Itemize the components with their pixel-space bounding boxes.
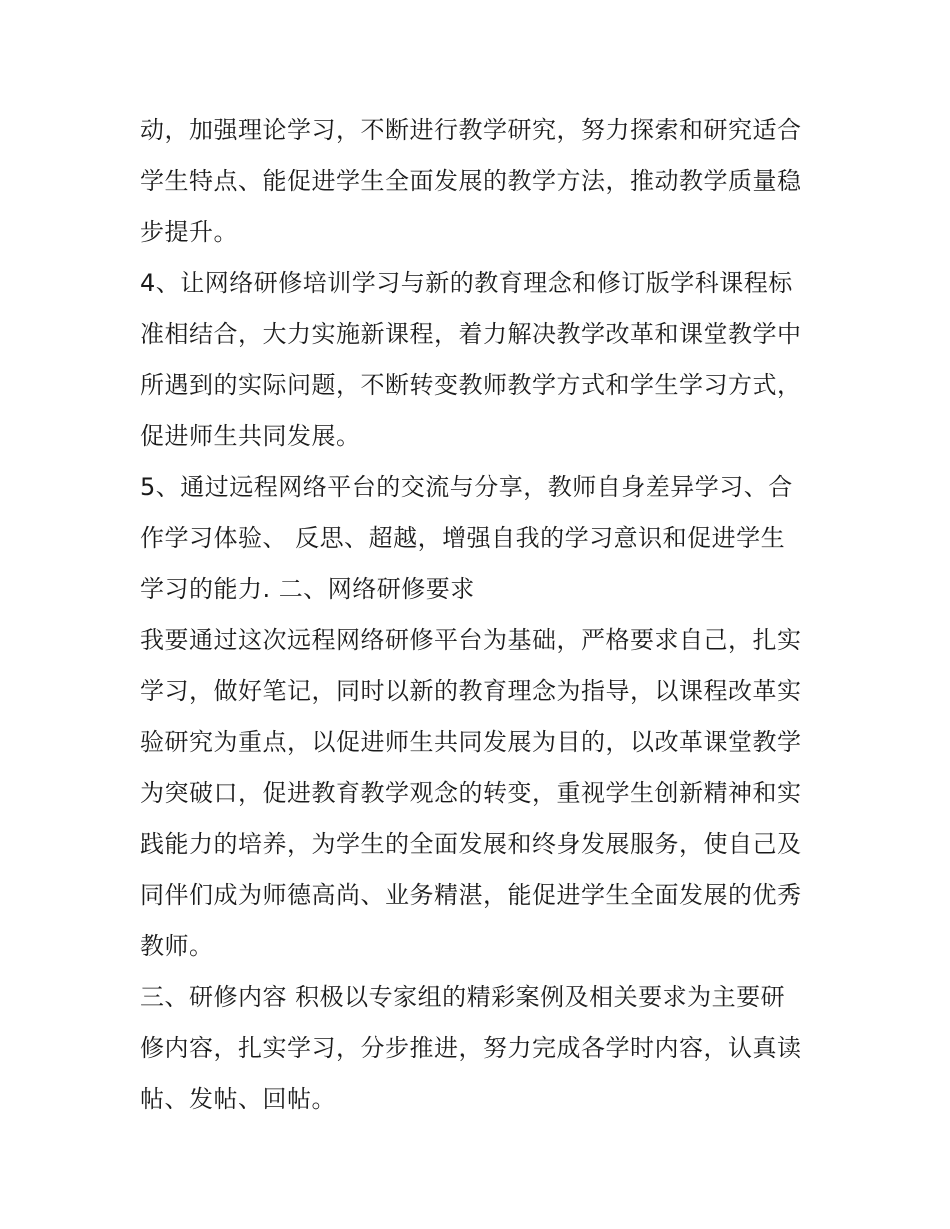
text-line: 同伴们成为师德高尚、业务精湛，能促进学生全面发展的优秀	[140, 881, 802, 909]
text-line: 修内容，扎实学习，分步推进，努力完成各学时内容，认真读	[140, 1034, 802, 1062]
text-line: 我要通过这次远程网络研修平台为基础，严格要求自己，扎实	[140, 626, 802, 654]
text-line: 为突破口，促进教育教学观念的转变，重视学生创新精神和实	[140, 779, 802, 807]
text-line: 学习的能力. 二、网络研修要求	[140, 575, 475, 603]
text-line: 准相结合，大力实施新课程，着力解决教学改革和课堂教学中	[140, 320, 802, 348]
text-line: 所遇到的实际问题，不断转变教师教学方式和学生学习方式，	[140, 371, 802, 399]
text-line: 学生特点、能促进学生全面发展的教学方法，推动教学质量稳	[140, 167, 802, 195]
text-line: 促进师生共同发展。	[140, 422, 361, 450]
text-line: 步提升。	[140, 218, 238, 246]
text-line: 4、让网络研修培训学习与新的教育理念和修订版学科课程标	[140, 269, 793, 297]
text-line: 践能力的培养，为学生的全面发展和终身发展服务，使自己及	[140, 830, 802, 858]
text-line: 学习，做好笔记，同时以新的教育理念为指导，以课程改革实	[140, 677, 802, 705]
text-line: 验研究为重点，以促进师生共同发展为目的，以改革课堂教学	[140, 728, 802, 756]
text-line: 三、研修内容 积极以专家组的精彩案例及相关要求为主要研	[140, 983, 786, 1011]
document-body	[140, 105, 815, 1125]
text-line: 动，加强理论学习，不断进行教学研究，努力探索和研究适合	[140, 116, 802, 144]
text-line: 帖、发帖、回帖。	[140, 1085, 336, 1113]
text-line: 5、通过远程网络平台的交流与分享，教师自身差异学习、合	[140, 473, 793, 501]
text-line: 作学习体验、 反思、超越，增强自我的学习意识和促进学生	[140, 524, 786, 552]
text-line: 教师。	[140, 932, 214, 960]
